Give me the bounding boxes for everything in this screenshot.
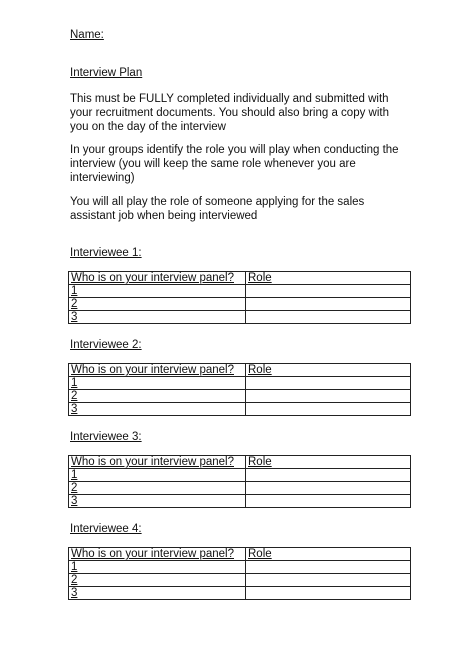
- table-row: [69, 482, 411, 495]
- interviewee-4-table: [68, 547, 411, 600]
- table-row: [69, 285, 411, 298]
- table-row: [69, 377, 411, 390]
- panel-member-cell[interactable]: 1: [69, 285, 246, 298]
- interviewee-1-heading: Interviewee 1:: [70, 247, 142, 259]
- table-header-row: [69, 456, 411, 469]
- table-row: [69, 587, 411, 600]
- role-column-header: Role: [246, 456, 411, 469]
- panel-member-cell[interactable]: 2: [69, 482, 246, 495]
- instruction-paragraph-1: This must be FULLY completed individually and submitted with your recruitment documents. You should also bring a copy with you on the day of the interview: [70, 93, 389, 133]
- role-cell[interactable]: [246, 482, 411, 495]
- role-column-header: Role: [246, 364, 411, 377]
- role-cell[interactable]: [246, 377, 411, 390]
- panel-member-cell[interactable]: 1: [69, 469, 246, 482]
- panel-member-cell[interactable]: 2: [69, 574, 246, 587]
- interviewee-3-heading: Interviewee 3:: [70, 431, 142, 443]
- role-cell[interactable]: [246, 298, 411, 311]
- role-cell[interactable]: [246, 311, 411, 324]
- table-header-row: [69, 364, 411, 377]
- role-cell[interactable]: [246, 285, 411, 298]
- panel-member-cell[interactable]: 1: [69, 377, 246, 390]
- role-cell[interactable]: [246, 495, 411, 508]
- instruction-paragraph-2: In your groups identify the role you will play when conducting the interview (you will keep the same role whenever you are interviewing): [70, 144, 399, 184]
- instruction-paragraph-3: You will all play the role of someone applying for the sales assistant job when being interviewed: [70, 196, 365, 222]
- panel-member-cell[interactable]: 2: [69, 298, 246, 311]
- interviewee-2-table: [68, 363, 411, 416]
- role-column-header: Role: [246, 272, 411, 285]
- interviewee-1-table: [68, 271, 411, 324]
- table-row: [69, 311, 411, 324]
- panel-member-cell[interactable]: 3: [69, 587, 246, 600]
- role-cell[interactable]: [246, 403, 411, 416]
- panel-column-header: Who is on your interview panel?: [69, 456, 246, 469]
- table-row: [69, 390, 411, 403]
- name-label: Name:: [70, 29, 104, 41]
- panel-column-header: Who is on your interview panel?: [69, 548, 246, 561]
- panel-member-cell[interactable]: 3: [69, 403, 246, 416]
- table-row: [69, 561, 411, 574]
- panel-member-cell[interactable]: 2: [69, 390, 246, 403]
- role-cell[interactable]: [246, 390, 411, 403]
- role-column-header: Role: [246, 548, 411, 561]
- panel-column-header: Who is on your interview panel?: [69, 364, 246, 377]
- interviewee-2-heading: Interviewee 2:: [70, 339, 142, 351]
- interviewee-3-table: [68, 455, 411, 508]
- table-row: [69, 403, 411, 416]
- table-header-row: [69, 548, 411, 561]
- table-header-row: [69, 272, 411, 285]
- panel-member-cell[interactable]: 1: [69, 561, 246, 574]
- panel-column-header: Who is on your interview panel?: [69, 272, 246, 285]
- interviewee-4-heading: Interviewee 4:: [70, 523, 142, 535]
- page-title: Interview Plan: [70, 67, 143, 79]
- panel-member-cell[interactable]: 3: [69, 311, 246, 324]
- panel-member-cell[interactable]: 3: [69, 495, 246, 508]
- table-row: [69, 469, 411, 482]
- role-cell[interactable]: [246, 574, 411, 587]
- role-cell[interactable]: [246, 469, 411, 482]
- table-row: [69, 574, 411, 587]
- role-cell[interactable]: [246, 561, 411, 574]
- table-row: [69, 298, 411, 311]
- table-row: [69, 495, 411, 508]
- role-cell[interactable]: [246, 587, 411, 600]
